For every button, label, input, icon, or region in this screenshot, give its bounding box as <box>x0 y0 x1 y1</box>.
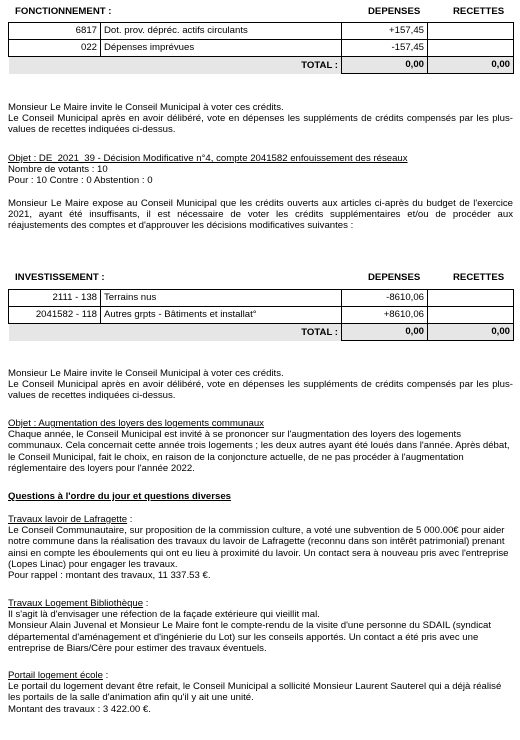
vote-paragraph-1 <box>8 102 513 136</box>
investissement-col-recettes: RECETTES <box>453 272 505 283</box>
row-label: Dot. prov. dépréc. actifs circulants <box>101 23 342 40</box>
total-label: TOTAL : <box>9 324 342 341</box>
vote-tally: Pour : 10 Contre : 0 Abstention : 0 <box>8 175 153 187</box>
investissement-table <box>8 289 514 341</box>
vote-invite: Monsieur Le Maire invite le Conseil Municipal à voter ces crédits. <box>8 368 284 379</box>
row-depenses: +8610,06 <box>342 307 428 324</box>
portail-montant: Montant des travaux : 3 422.00 €. <box>8 703 151 715</box>
portail-colon: : <box>102 670 109 681</box>
row-depenses: -157,45 <box>342 40 428 57</box>
vote-paragraph-2 <box>8 368 513 402</box>
total-row <box>9 324 514 341</box>
section-portail <box>8 670 513 715</box>
section-lavoir <box>8 514 513 581</box>
bibliotheque-colon: : <box>143 598 149 609</box>
table-row <box>9 290 514 307</box>
objet-loyers-title: Objet : Augmentation des loyers des logements communaux <box>8 418 264 429</box>
lavoir-colon: : <box>127 514 133 525</box>
row-depenses: -8610,06 <box>342 290 428 307</box>
total-row <box>9 57 514 74</box>
total-recettes: 0,00 <box>428 324 514 341</box>
fonctionnement-table <box>8 22 514 74</box>
vote-invite: Monsieur Le Maire invite le Conseil Municipal à voter ces crédits. <box>8 102 284 113</box>
row-depenses: +157,45 <box>342 23 428 40</box>
objet-loyers <box>8 418 513 474</box>
questions-heading: Questions à l'ordre du jour et questions diverses <box>8 491 231 502</box>
fonctionnement-col-recettes: RECETTES <box>453 6 505 17</box>
bibliotheque-title: Travaux Logement Bibliothèque <box>8 598 144 609</box>
fonctionnement-col-depenses: DEPENSES <box>368 6 421 17</box>
row-code: 2041582 - 118 <box>9 307 101 324</box>
row-label: Autres grpts - Bâtiments et installat° <box>101 307 342 324</box>
total-recettes: 0,00 <box>428 57 514 74</box>
vote-result: Le Conseil Municipal après en avoir délibéré, vote en dépenses les suppléments de crédits compensés par les plus-values de recettes indiquées ci-dessus. <box>8 379 513 402</box>
row-recettes <box>428 307 514 324</box>
total-label: TOTAL : <box>9 57 342 74</box>
row-recettes <box>428 23 514 40</box>
objet-dm4-title: Objet : DE_2021_39 - Décision Modificative n°4, compte 2041582 enfouissement des réseaux <box>8 153 408 164</box>
table-row <box>9 307 514 324</box>
objet-loyers-text: Chaque année, le Conseil Municipal est invité à se prononcer sur l'augmentation des loyers des logements communaux. Cela concernait cette année trois logements ; les deux autres ayant été loués dans l'année. Après débat, le Conseil Municipal, fait le choix, en raison de la conjoncture actuelle, de ne pas procéder à l'augmentation réglementaire des loyers pour l'année 2022. <box>8 429 510 474</box>
portail-text: Le portail du logement devant être refait, le Conseil Municipal a sollicité Monsieur Laurent Sauterel qui a déjà réalisé les portails de la salle d'animation afin qu'il y ait une unité. <box>8 681 502 704</box>
row-label: Dépenses imprévues <box>101 40 342 57</box>
row-recettes <box>428 40 514 57</box>
table-row <box>9 23 514 40</box>
total-depenses: 0,00 <box>342 57 428 74</box>
bibliotheque-text: Monsieur Alain Juvenal et Monsieur Le Maire font le compte-rendu de la visite d'une personne du SDAIL (syndicat départemental d'aménagement et d'ingénierie du Lot) sur les conseils apportés. Un contact a été pris avec une entreprise de Biars/Cère pour estimer des travaux éventuels. <box>8 620 492 654</box>
row-recettes <box>428 290 514 307</box>
bibliotheque-line1: Il s'agit là d'envisager une réfection de la façade extérieure qui vieillit mal. <box>8 609 320 621</box>
vote-result: Le Conseil Municipal après en avoir délibéré, vote en dépenses les suppléments de crédits compensés par les plus-values de recettes indiquées ci-dessus. <box>8 113 513 136</box>
row-code: 022 <box>9 40 101 57</box>
lavoir-title: Travaux lavoir de Lafragette <box>8 514 128 525</box>
lavoir-rappel: Pour rappel : montant des travaux, 11 337.53 €. <box>8 570 211 582</box>
objet-dm4-text: Monsieur Le Maire expose au Conseil Municipal que les crédits ouverts aux articles ci-après du budget de l'exercice 2021, ayant été insuffisants, il est nécessaire de voter les crédits supplémentaires et/ou de procéder aux réajustements des comptes et d'approuver les décisions modificatives suivantes : <box>8 198 513 232</box>
row-code: 2111 - 138 <box>9 290 101 307</box>
investissement-title: INVESTISSEMENT : <box>15 272 105 283</box>
lavoir-text: Le Conseil Communautaire, sur proposition de la commission culture, a voté une subvention de 5 000.00€ pour aider notre commune dans la réalisation des travaux du lavoir de Lafragette (reconnu dans son intêrêt patrimonial) prenant ainsi en compte les éboulements qui ont eu lieu à proximité du lavoir. Un contact sera à nouveau pris avec l'entreprise (Lopes Linac) pour engager les travaux. <box>8 525 509 570</box>
investissement-col-depenses: DEPENSES <box>368 272 421 283</box>
votants-count: Nombre de votants : 10 <box>8 164 108 176</box>
row-code: 6817 <box>9 23 101 40</box>
section-bibliotheque <box>8 598 513 654</box>
portail-title: Portail logement école <box>8 670 103 681</box>
fonctionnement-title: FONCTIONNEMENT : <box>15 6 112 17</box>
objet-dm4 <box>8 153 513 187</box>
row-label: Terrains nus <box>101 290 342 307</box>
table-row <box>9 40 514 57</box>
total-depenses: 0,00 <box>342 324 428 341</box>
